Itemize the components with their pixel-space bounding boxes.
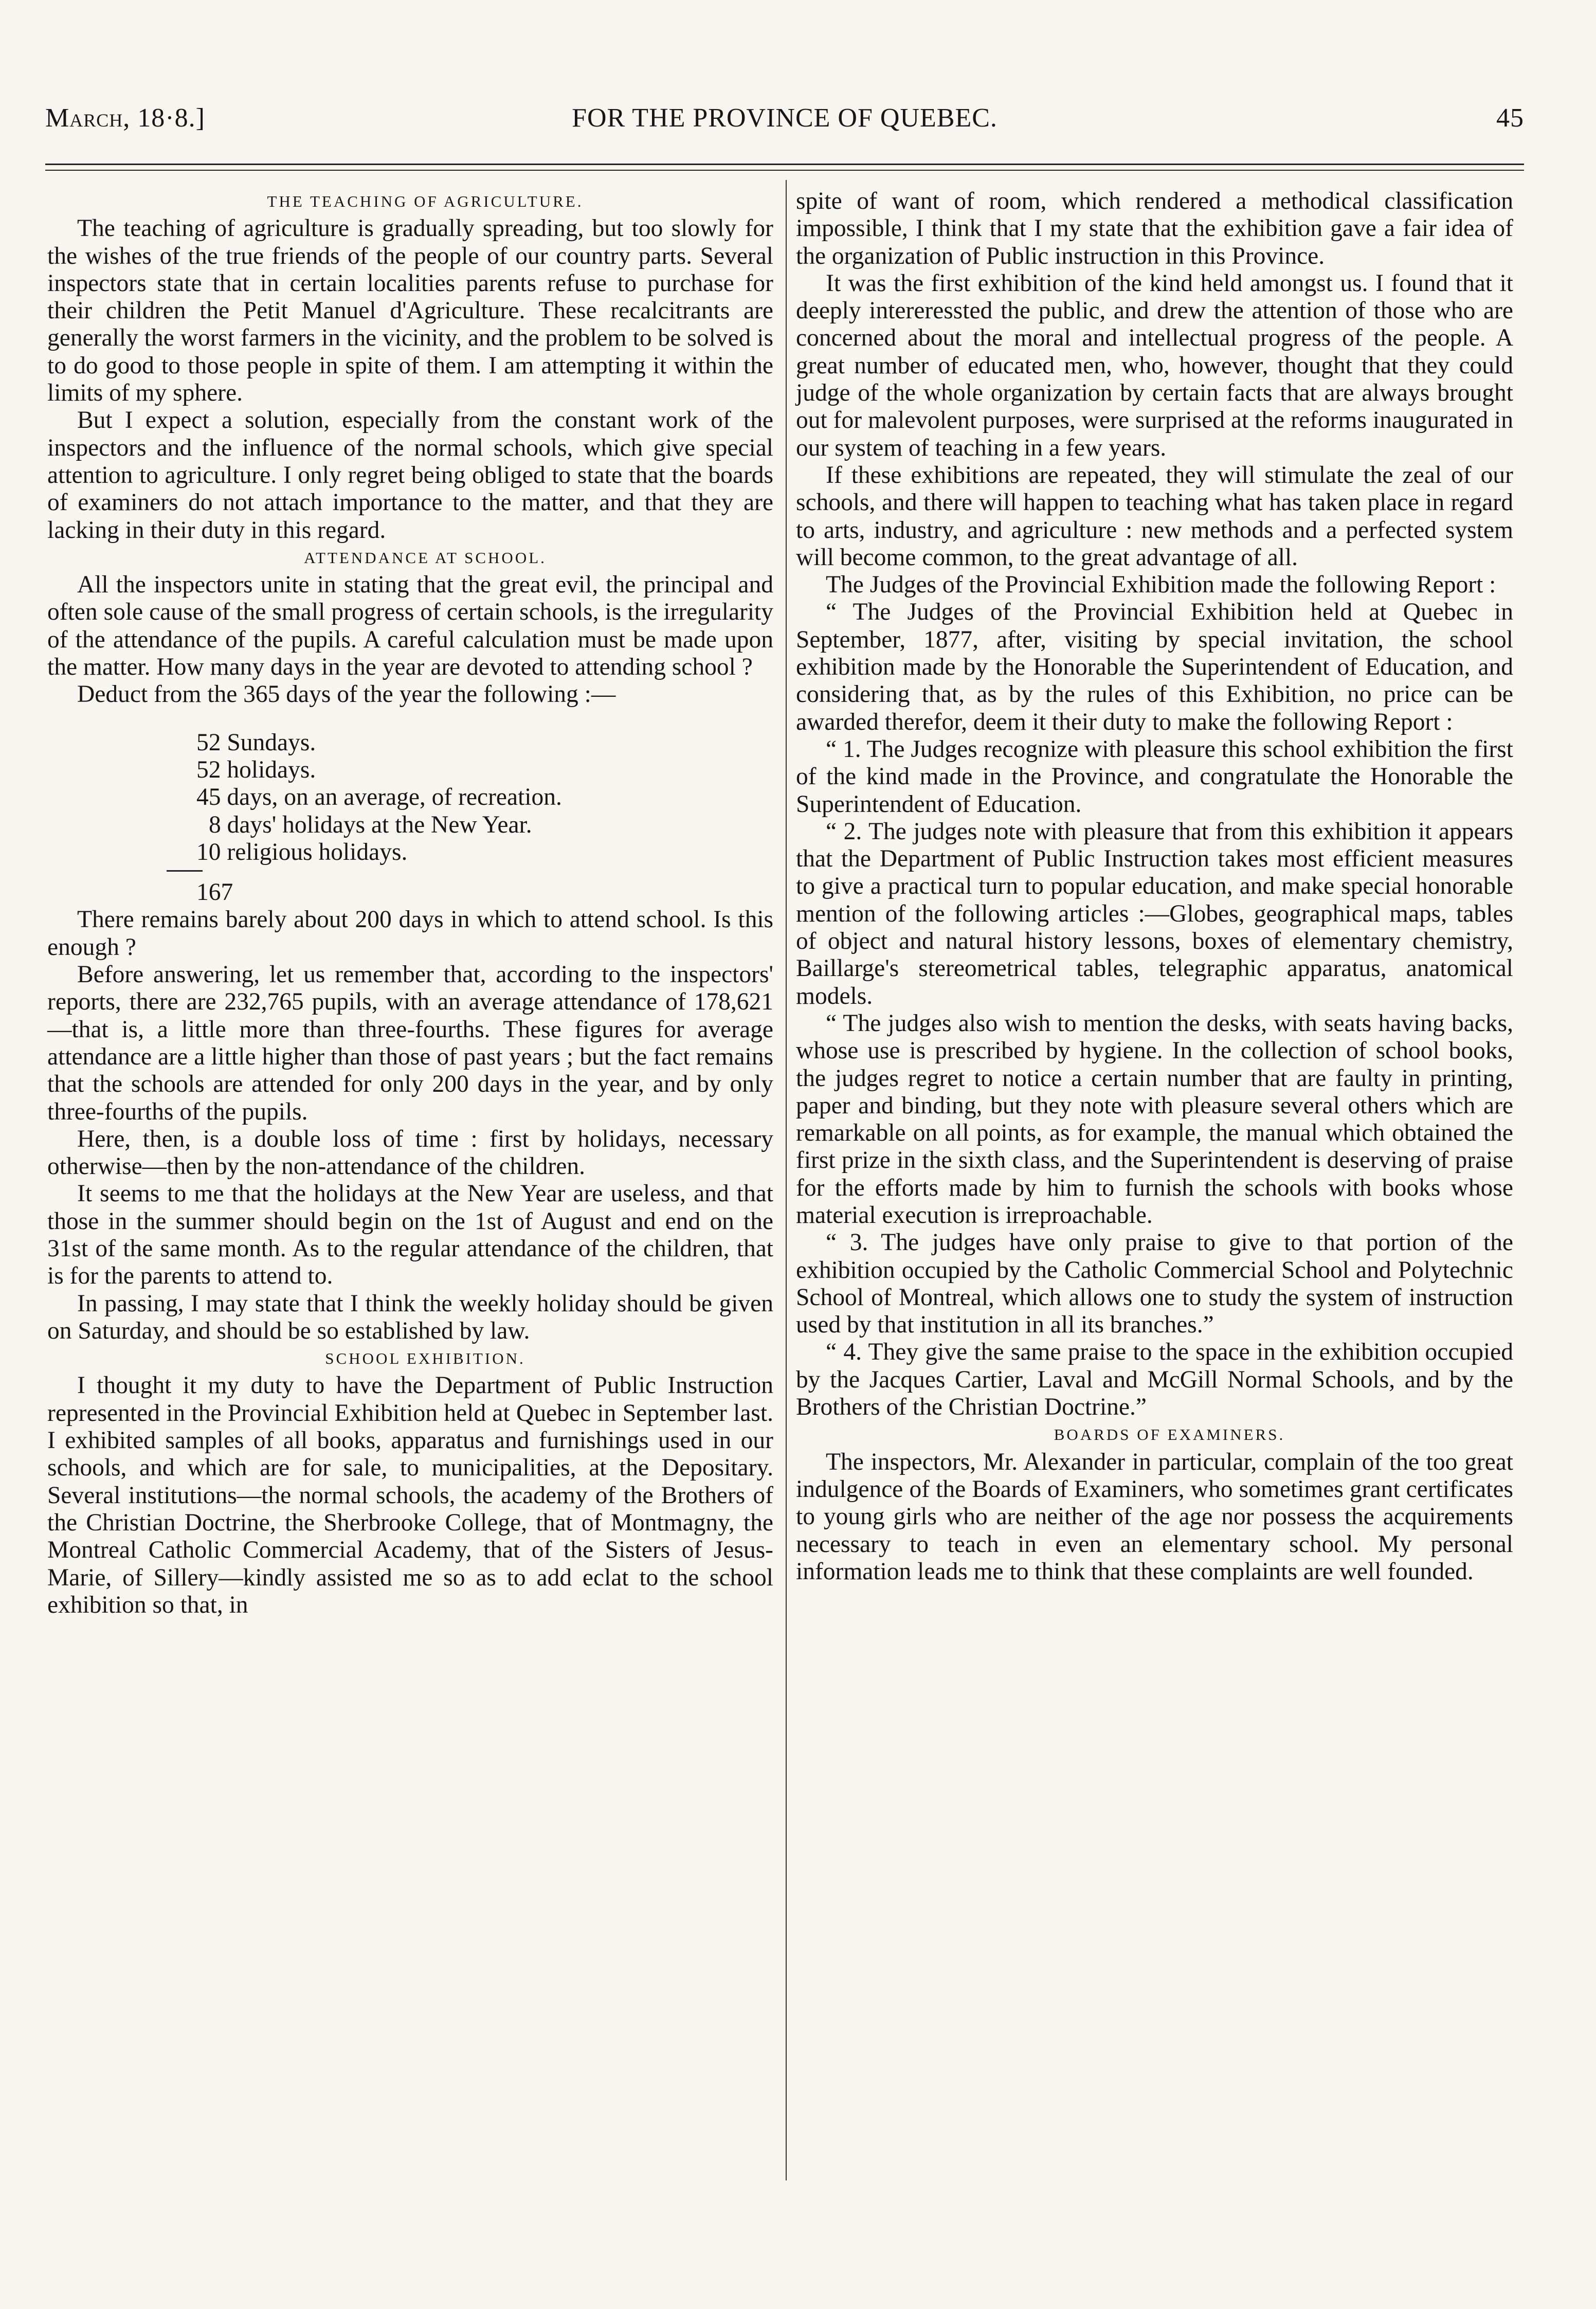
- header-rule: [45, 164, 1524, 165]
- report-paragraph: “ The Judges of the Provincial Exhibition held at Quebec in September, 1877, after, visiting by special invitation, the school exhibition made by the Honorable the Superintendent of Education, and considering that, as by the rules of this Exhibition, no price can be awarded therefor, deem it their duty to make the following Report :: [796, 599, 1513, 735]
- paragraph: In passing, I may state that I think the weekly holiday should be given on Saturday, and should be so established by law.: [47, 1290, 773, 1344]
- paragraph: The teaching of agriculture is gradually spreading, but too slowly for the wishes of the true friends of the people of our country parts. Several inspectors state that in certain localities parents refuse to purchase for their children the Petit Manuel d'Agriculture. These recalcitrants are generally the worst farmers in the vicinity, and the problem to be solved is to do good to those people in spite of them. I am attempting it within the limits of my sphere.: [47, 215, 773, 407]
- paragraph: All the inspectors unite in stating that the great evil, the principal and often sole cause of the small progress of certain schools, is the irregularity of the attendance of the pupils. A careful calculation must be made upon the matter. How many days in the year are devoted to attending school ?: [47, 571, 773, 681]
- tally-item: 8 days' holidays at the New Year.: [209, 811, 532, 838]
- paragraph: But I expect a solution, especially from the constant work of the inspectors and the influence of the normal schools, which give special attention to agriculture. I only regret being obliged to state that the boards of examiners do not attach importance to the matter, and that they are lacking in their duty in this regard.: [47, 407, 773, 544]
- paragraph: It was the first exhibition of the kind held amongst us. I found that it deeply intereressted the public, and drew the attention of those who are concerned about the moral and intellectual progress of the people. A great number of educated men, who, however, thought that they could judge of the whole organization by certain facts that are always brought out for malevolent purposes, were surprised at the reforms inaugurated in our system of teaching in a few years.: [796, 269, 1513, 461]
- paragraph: Deduct from the 365 days of the year the following :—: [77, 681, 616, 708]
- running-head-title: FOR THE PROVINCE OF QUEBEC.: [572, 103, 997, 133]
- column-divider: [786, 180, 787, 2180]
- tally-item: 52 holidays.: [196, 756, 316, 783]
- holiday-tally: [47, 729, 773, 907]
- paragraph: If these exhibitions are repeated, they will stimulate the zeal of our schools, and there will happen to teaching what has taken place in regard to arts, industry, and agriculture : new methods and a perfected system will become common, to the great advantage of all.: [796, 461, 1513, 571]
- tally-item: 45 days, on an average, of recreation.: [196, 784, 562, 811]
- report-paragraph: “ 2. The judges note with pleasure that from this exhibition it appears that the Department of Public Instruction takes most efficient measures to give a practical turn to popular education, and make special honorable mention of the following articles :—Globes, geographical maps, tables of object and natural history lessons, boxes of elementary chemistry, Baillarge's stereometrical tables, telegraphic apparatus, anatomical models.: [796, 818, 1513, 1009]
- right-column: [796, 188, 1513, 1585]
- section-heading-teaching: THE TEACHING OF AGRICULTURE.: [267, 192, 584, 210]
- tally-rule: [167, 870, 203, 872]
- header-rule-thin: [45, 170, 1524, 171]
- left-column: [47, 188, 773, 1619]
- section-heading-boards: BOARDS OF EXAMINERS.: [1054, 1426, 1285, 1444]
- paragraph-continued: spite of want of room, which rendered a methodical classification impossible, I think that I my state that the exhibition gave a fair idea of the organization of Public instruction in this Province.: [796, 188, 1513, 269]
- paragraph: The Judges of the Provincial Exhibition made the following Report :: [826, 571, 1496, 599]
- paragraph: Here, then, is a double loss of time : first by holidays, necessary otherwise—then by the non-attendance of the children.: [47, 1125, 773, 1180]
- running-head-date: March, 18·8.]: [45, 103, 205, 133]
- report-paragraph: “ 3. The judges have only praise to give to that portion of the exhibition occupied by the Catholic Commercial School and Polytechnic School of Montreal, which allows one to study the system of instruction used by that institution in all its branches.”: [796, 1229, 1513, 1339]
- paragraph: There remains barely about 200 days in which to attend school. Is this enough ?: [47, 906, 773, 961]
- paragraph: The inspectors, Mr. Alexander in particular, complain of the too great indulgence of the Boards of Examiners, who sometimes grant certificates to young girls who are neither of the age nor possess the acquirements necessary to teach in even an elementary school. My personal information leads me to think that these complaints are well founded.: [796, 1448, 1513, 1585]
- tally-total: 167: [196, 879, 233, 906]
- report-paragraph: “ 1. The Judges recognize with pleasure this school exhibition the first of the kind made in the Province, and congratulate the Honorable the Superintendent of Education.: [796, 735, 1513, 818]
- report-paragraph: “ The judges also wish to mention the desks, with seats having backs, whose use is prescribed by hygiene. In the collection of school books, the judges regret to notice a certain number that are faulty in printing, paper and binding, but they note with pleasure several others which are remarkable on all points, as for example, the manual which obtained the first prize in the sixth class, and the Superintendent is deserving of praise for the efforts made by him to furnish the schools with books whose material execution is irreproachable.: [796, 1009, 1513, 1229]
- page-number: 45: [1496, 103, 1524, 133]
- report-paragraph: “ 4. They give the same praise to the space in the exhibition occupied by the Jacques Cartier, Laval and McGill Normal Schools, and by the Brothers of the Christian Doctrine.”: [796, 1339, 1513, 1421]
- paragraph: It seems to me that the holidays at the New Year are useless, and that those in the summer should begin on the 1st of August and end on the 31st of the same month. As to the regular attendance of the children, that is for the parents to attend to.: [47, 1180, 773, 1290]
- tally-item: 52 Sundays.: [196, 729, 316, 756]
- section-heading-exhibition: SCHOOL EXHIBITION.: [325, 1349, 525, 1368]
- paragraph: I thought it my duty to have the Department of Public Instruction represented in the Provincial Exhibition held at Quebec in September last. I exhibited samples of all books, apparatus and furnishings used in our schools, and which are for sale, to municipalities, at the Depositary. Several institutions—the normal schools, the academy of the Brothers of the Christian Doctrine, the Sherbrooke College, that of Montmagny, the Montreal Catholic Commercial Academy, that of the Sisters of Jesus-Marie, of Sillery—kindly assisted me so as to add eclat to the school exhibition so that, in: [47, 1372, 773, 1618]
- paragraph: Before answering, let us remember that, according to the inspectors' reports, there are 232,765 pupils, with an average attendance of 178,621—that is, a little more than three-fourths. These figures for average attendance are a little higher than those of past years ; but the fact remains that the schools are attended for only 200 days in the year, and by only three-fourths of the pupils.: [47, 961, 773, 1125]
- tally-item: 10 religious holidays.: [196, 838, 408, 865]
- running-head: [45, 103, 1524, 144]
- section-heading-attendance: ATTENDANCE AT SCHOOL.: [304, 548, 547, 567]
